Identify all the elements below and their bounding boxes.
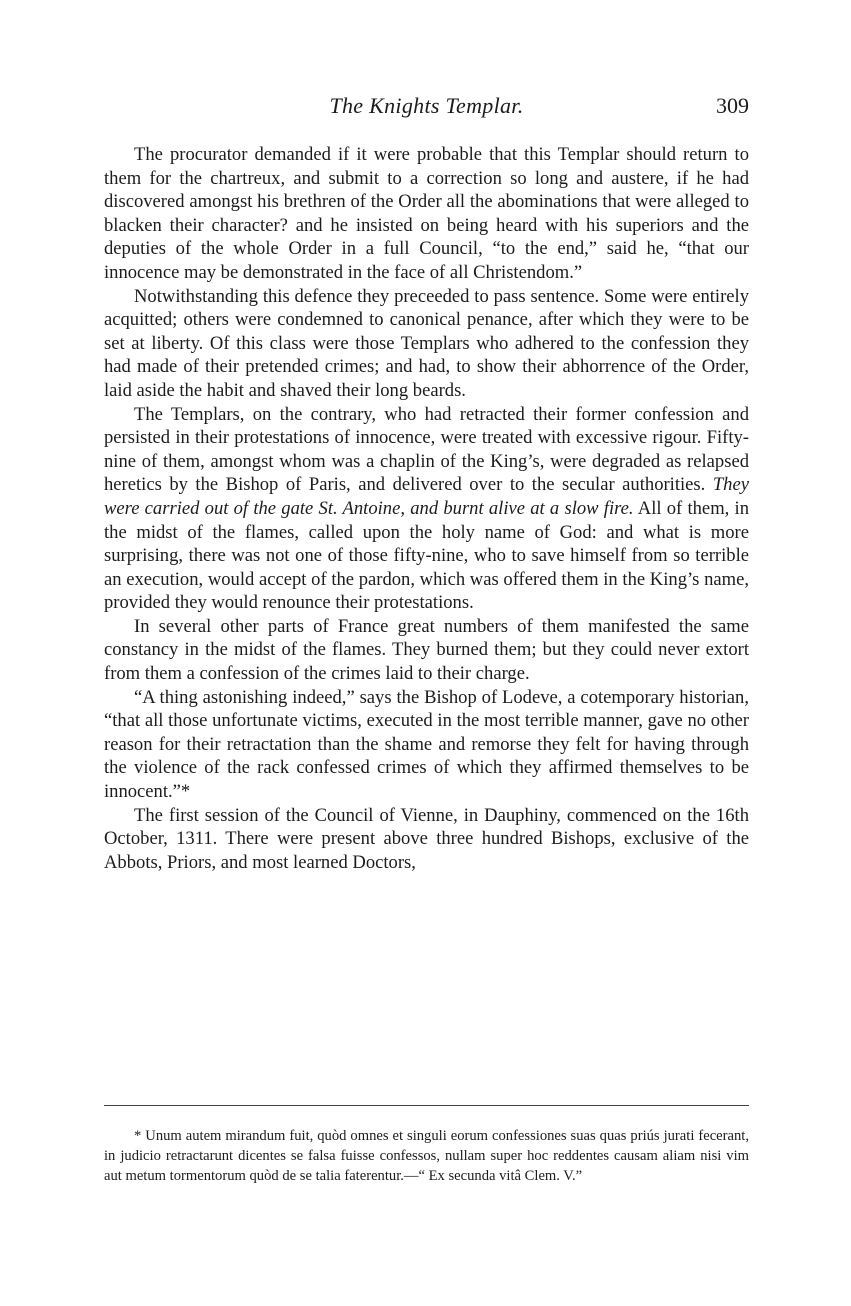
paragraph-council-vienne: The first session of the Council of Vienne, in Dauphiny, commenced on the 16th October, 1311. There were present above three hundred Bishops, exclusive of the Abbots, Priors, and most learned Doctors, — [104, 804, 749, 873]
paragraph-sentence: Notwithstanding this defence they preceeded to pass sentence. Some were entirely acquitted; others were condemned to canonical penance, after which they were to be set at liberty. Of this class were those Templars who adhered to the confession they had made of their pretended crimes; and had, to show their abhorrence of the Order, laid aside the habit and shaved their long beards. — [104, 285, 749, 401]
running-head — [104, 88, 749, 124]
page-number: 309 — [716, 93, 749, 118]
paragraph-procurator: The procurator demanded if it were probable that this Templar should return to them for the chartreux, and submit to a correction so long and austere, if he had discovered amongst his brethren of the Order all the abominations that were alleged to blacken their character? and he insisted on being heard with his superiors and the deputies of the whole Order in a full Council, “to the end,” said he, “that our innocence may be demonstrated in the face of all Christendom.” — [104, 144, 749, 283]
body-text — [104, 143, 749, 874]
paragraph-retracted-templars — [104, 403, 749, 615]
paragraph-text: All of them, in the midst of the flames, called upon the holy name of God: and what is more surprising, there was not one of those fifty-nine, who to save himself from so terrible an execution, would accept of the pardon, which was offered them in the King’s name, provided they would renounce their protestations. — [104, 497, 749, 614]
running-title: The Knights Templar. — [329, 93, 524, 118]
footnote-rule — [104, 1105, 749, 1106]
footnote: * Unum autem mirandum fuit, quòd omnes et singuli eorum confessiones suas quas priús jurati fecerant, in judicio retractarunt dicentes se falsa fuisse confessos, nullam super hoc reddentes causam aliam nisi vim aut metum tormentorum quòd de se talia faterentur.—“ Ex secunda vitâ Clem. V.” — [104, 1128, 749, 1185]
italic-passage: They were carried out of the gate St. Antoine, and burnt alive at a slow fire. — [104, 474, 749, 519]
paragraph-france: In several other parts of France great numbers of them manifested the same constancy in the midst of the flames. They burned them; but they could never extort from them a confession of the crimes laid to their charge. — [104, 615, 749, 685]
paragraph-text: The Templars, on the contrary, who had retracted their former confession and persisted in their protestations of innocence, were treated with excessive rigour. Fifty-nine of them, amongst whom was a chaplin of the King’s, were degraded as relapsed heretics by the Bishop of Paris, and delivered over to the secular authorities. — [104, 403, 749, 496]
paragraph-bishop-quote: “A thing astonishing indeed,” says the Bishop of Lodeve, a cotemporary historian, “that all those unfortunate victims, executed in the most terrible manner, gave no other reason for their retractation than the shame and remorse they felt for having through the violence of the rack confessed crimes of which they affirmed themselves to be innocent.”* — [104, 686, 749, 803]
